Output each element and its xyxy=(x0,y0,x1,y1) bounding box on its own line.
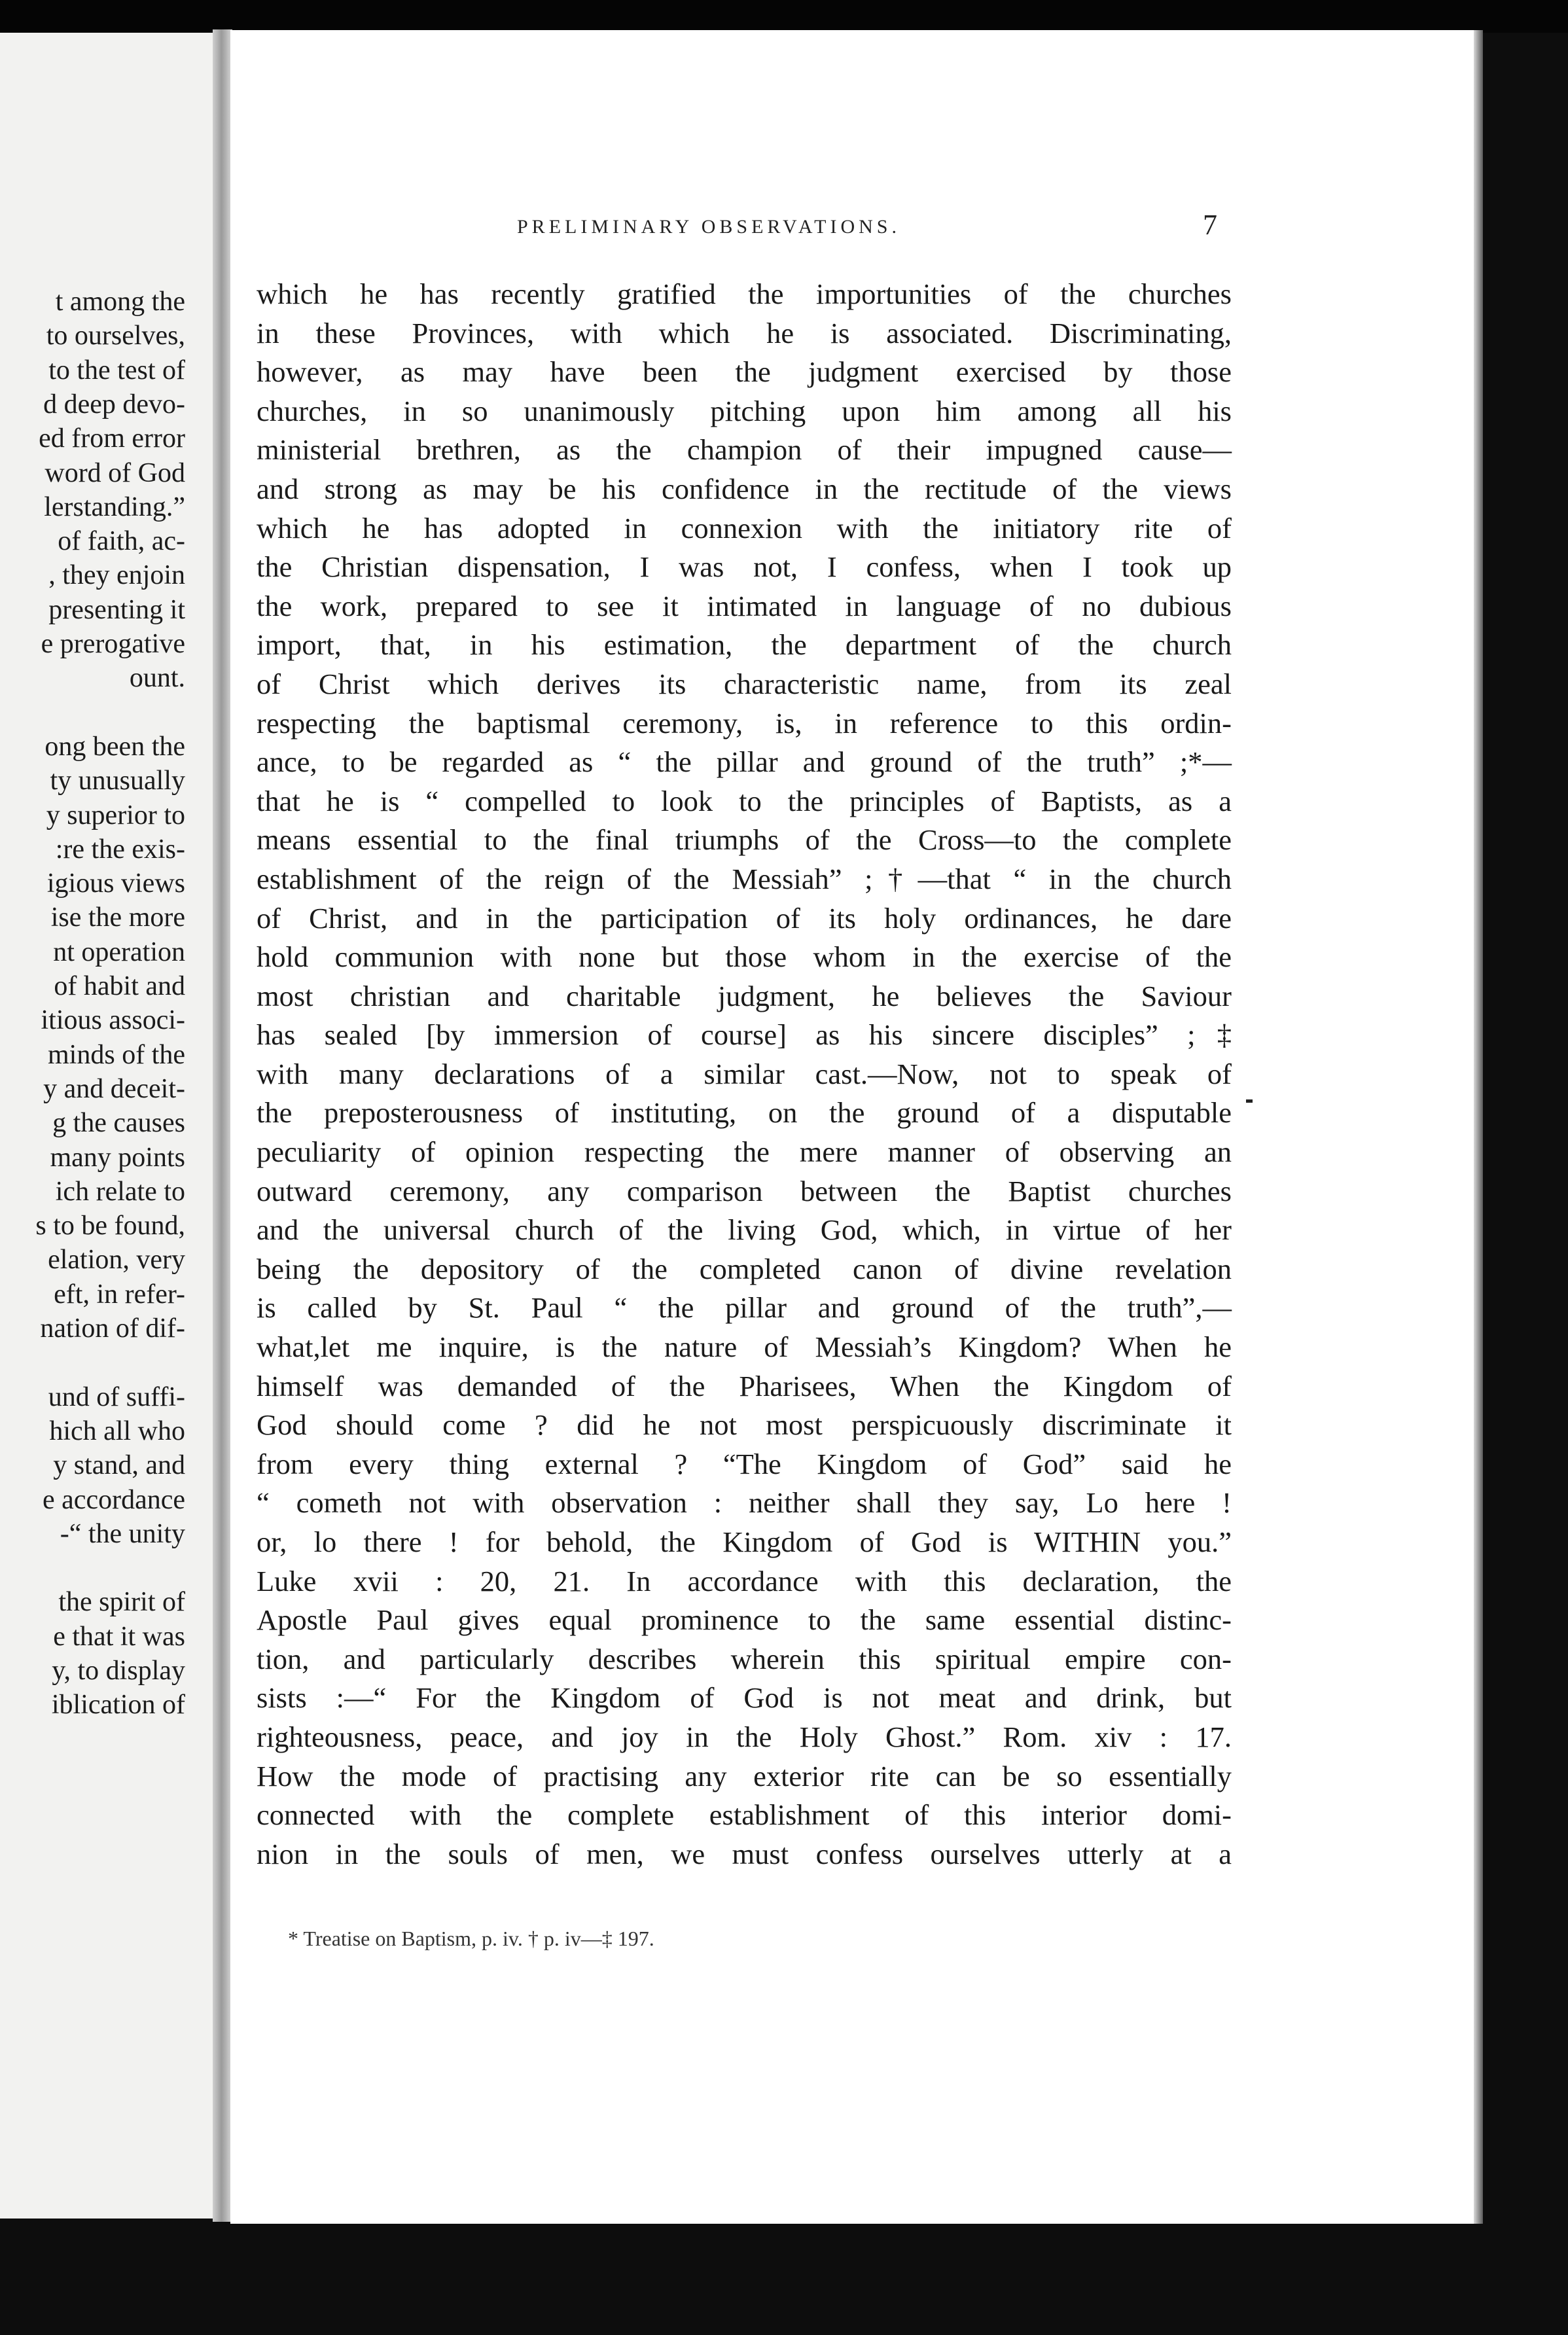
text-line: however, as may have been the judgment exercised by those xyxy=(257,355,1232,389)
facing-page-line: ise the more xyxy=(50,902,185,933)
text-line: and strong as may be his confidence in the rectitude of the views xyxy=(257,472,1232,505)
facing-page-line: iblication of xyxy=(51,1690,185,1720)
text-line: tion, and particularly describes wherein this spiritual empire con- xyxy=(257,1642,1232,1675)
facing-page-line: s to be found, xyxy=(35,1211,185,1241)
footnote: * Treatise on Baptism, p. iv. † p. iv—‡ 197. xyxy=(288,1927,654,1950)
text-line: sists :—“ For the Kingdom of God is not meat and drink, but xyxy=(257,1681,1232,1715)
text-line: outward ceremony, any comparison between the Baptist churches xyxy=(257,1174,1232,1207)
text-line: import, that, in his estimation, the department of the church xyxy=(257,628,1232,662)
facing-page-line: , they enjoin xyxy=(48,560,185,591)
text-line: that he is “ compelled to look to the principles of Baptists, as a xyxy=(257,784,1232,817)
text-line: or, lo there ! for behold, the Kingdom of God is WITHIN you.” xyxy=(257,1525,1232,1558)
facing-page-left xyxy=(0,33,219,2219)
facing-page-line: e that it was xyxy=(53,1621,185,1652)
text-line: with many declarations of a similar cast.—Now, not to speak of xyxy=(257,1057,1232,1090)
text-line: himself was demanded of the Pharisees, When the Kingdom of xyxy=(257,1369,1232,1402)
facing-page-line: eft, in refer- xyxy=(54,1279,185,1310)
facing-page-line: -“ the unity xyxy=(60,1518,185,1549)
facing-page-line: y and deceit- xyxy=(43,1073,185,1104)
text-line: Luke xvii : 20, 21. In accordance with this declaration, the xyxy=(257,1564,1232,1597)
text-line: means essential to the final triumphs of the Cross—to the complete xyxy=(257,823,1232,857)
text-line: is called by St. Paul “ the pillar and ground of the truth”,— xyxy=(257,1291,1232,1325)
text-line: ance, to be regarded as “ the pillar and ground of the truth” ;*— xyxy=(257,745,1232,779)
text-line: the work, prepared to see it intimated in language of no dubious xyxy=(257,589,1232,622)
facing-page-line: lerstanding.” xyxy=(44,491,185,522)
text-line: from every thing external ? “The Kingdom of God” said he xyxy=(257,1447,1232,1480)
text-line: hold communion with none but those whom in the exercise of the xyxy=(257,940,1232,974)
facing-page-line: to the test of xyxy=(48,355,185,385)
facing-page-line: presenting it xyxy=(48,594,185,625)
text-line: nion in the souls of men, we must confess ourselves utterly at a xyxy=(257,1837,1232,1870)
text-line: of Christ which derives its characteristic name, from its zeal xyxy=(257,667,1232,700)
facing-page-line: g the causes xyxy=(52,1108,185,1139)
text-line: which he has recently gratified the importunities of the churches xyxy=(257,277,1232,310)
text-line: which he has adopted in connexion with the initiatory rite of xyxy=(257,511,1232,544)
facing-page-line: y stand, and xyxy=(53,1450,185,1481)
text-line: the preposterousness of instituting, on the ground of a disputable xyxy=(257,1096,1232,1130)
facing-page-line: of habit and xyxy=(54,971,185,1001)
text-line: establishment of the reign of the Messiah” ;†—that “ in the church xyxy=(257,862,1232,895)
running-head: PRELIMINARY OBSERVATIONS. xyxy=(517,216,900,238)
facing-page-line: ong been the xyxy=(45,731,185,762)
facing-page-line: ich relate to xyxy=(55,1176,185,1207)
facing-page-line: word of God xyxy=(45,457,185,488)
text-line: connected with the complete establishment of this interior domi- xyxy=(257,1798,1232,1832)
facing-page-line: many points xyxy=(50,1142,185,1173)
facing-page-line: d deep devo- xyxy=(43,389,185,419)
facing-page-line: minds of the xyxy=(48,1039,185,1070)
facing-page-line: igious views xyxy=(46,868,185,899)
text-line: most christian and charitable judgment, he believes the Saviour xyxy=(257,979,1232,1012)
facing-page-line: e accordance xyxy=(43,1484,185,1515)
facing-page-line: ty unusually xyxy=(50,766,185,796)
facing-page-line: to ourselves, xyxy=(46,321,185,351)
facing-page-line: itious associ- xyxy=(41,1005,185,1036)
facing-page-line: of faith, ac- xyxy=(58,526,185,557)
facing-page-line: :re the exis- xyxy=(55,834,185,864)
text-line: God should come ? did he not most perspicuously discriminate it xyxy=(257,1408,1232,1442)
book-gutter xyxy=(213,29,232,2222)
facing-page-line: und of suffi- xyxy=(48,1381,185,1412)
facing-page-line: y superior to xyxy=(46,800,185,830)
text-line: respecting the baptismal ceremony, is, in reference to this ordin- xyxy=(257,706,1232,740)
facing-page-line: the spirit of xyxy=(58,1587,185,1618)
page-right-edge xyxy=(1474,30,1483,2224)
facing-page-line: nt operation xyxy=(53,936,185,967)
text-line: being the depository of the completed canon of divine revelation xyxy=(257,1252,1232,1285)
text-line: has sealed [by immersion of course] as his sincere disciples” ;‡ xyxy=(257,1018,1232,1052)
text-line: “ cometh not with observation : neither shall they say, Lo here ! xyxy=(257,1486,1232,1520)
margin-mark xyxy=(1246,1099,1253,1103)
text-line: Apostle Paul gives equal prominence to the same essential distinc- xyxy=(257,1603,1232,1637)
scan-top-edge xyxy=(0,0,1568,33)
text-line: ministerial brethren, as the champion of their impugned cause— xyxy=(257,433,1232,467)
text-line: of Christ, and in the participation of its holy ordinances, he dare xyxy=(257,901,1232,935)
facing-page-line: elation, very xyxy=(48,1245,185,1275)
facing-page-line: e prerogative xyxy=(41,629,185,659)
text-line: churches, in so unanimously pitching upon him among all his xyxy=(257,394,1232,427)
facing-page-line: t among the xyxy=(55,287,185,317)
facing-page-line: ount. xyxy=(129,663,185,694)
text-line: the Christian dispensation, I was not, I confess, when I took up xyxy=(257,550,1232,584)
facing-page-line: hich all who xyxy=(49,1416,185,1446)
facing-page-line: y, to display xyxy=(52,1656,185,1686)
page-number: 7 xyxy=(1203,209,1217,241)
text-line: peculiarity of opinion respecting the mere manner of observing an xyxy=(257,1135,1232,1169)
text-line: and the universal church of the living God, which, in virtue of her xyxy=(257,1213,1232,1247)
facing-page-line: ed from error xyxy=(39,423,185,454)
body-text xyxy=(257,275,1232,1874)
text-line: How the mode of practising any exterior rite can be so essentially xyxy=(257,1759,1232,1792)
text-line: what,let me inquire, is the nature of Messiah’s Kingdom? When he xyxy=(257,1330,1232,1364)
facing-page-line: nation of dif- xyxy=(40,1313,185,1344)
text-line: in these Provinces, with which he is associated. Discriminating, xyxy=(257,316,1232,349)
text-line: righteousness, peace, and joy in the Holy Ghost.” Rom. xiv : 17. xyxy=(257,1720,1232,1753)
